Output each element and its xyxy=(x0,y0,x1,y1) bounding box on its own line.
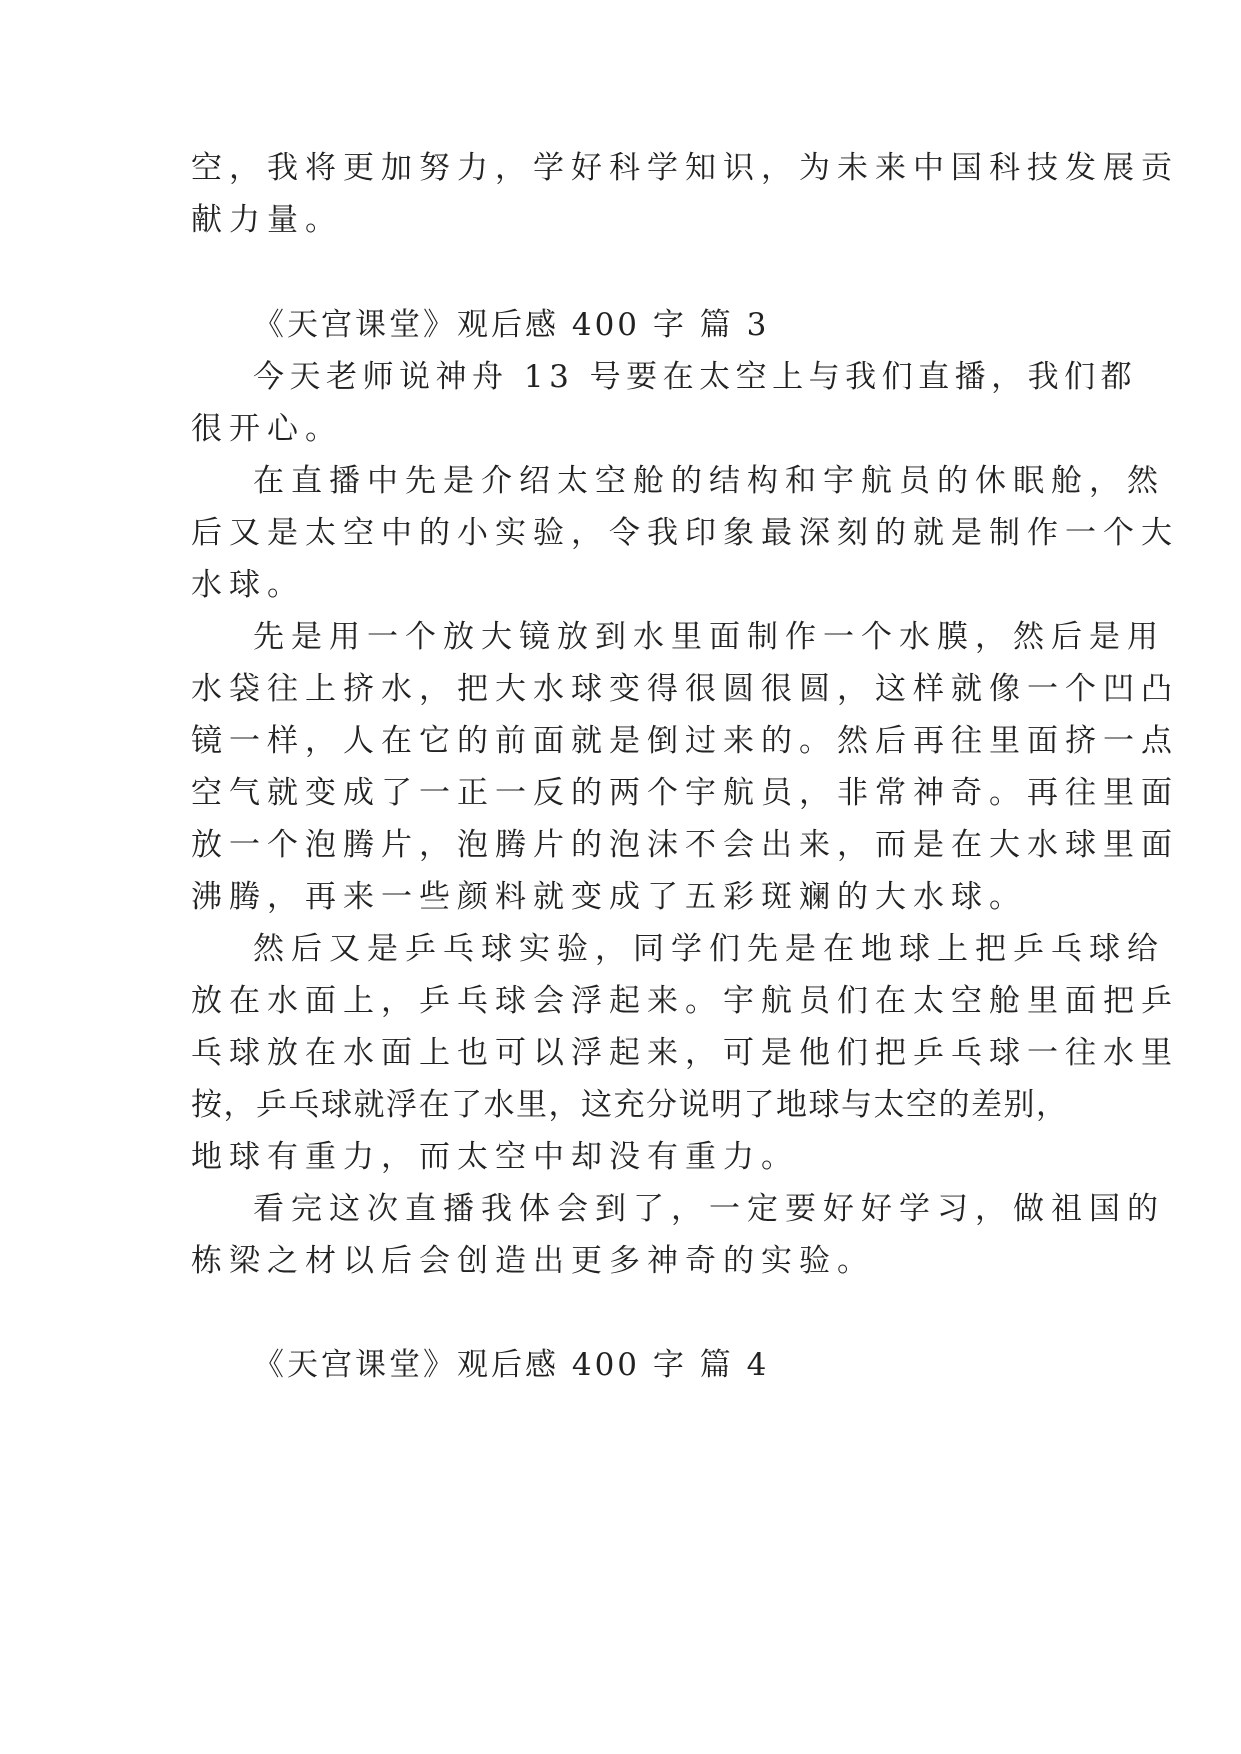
s3-p3-line-5: 放一个泡腾片，泡腾片的泡沫不会出来，而是在大水球里面 xyxy=(191,827,1179,863)
s3-p1-line-2: 很开心。 xyxy=(191,411,343,447)
intro-line-2: 献力量。 xyxy=(191,202,343,238)
section3-heading: 《天宫课堂》观后感 400 字 篇 3 xyxy=(253,307,770,343)
s3-p5-line-2: 栋梁之材以后会创造出更多神奇的实验。 xyxy=(191,1243,875,1279)
intro-line-1: 空，我将更加努力，学好科学知识，为未来中国科技发展贡 xyxy=(191,150,1179,186)
s3-p5-line-1: 看完这次直播我体会到了，一定要好好学习，做祖国的 xyxy=(253,1191,1165,1227)
s3-p4-line-1: 然后又是乒乓球实验，同学们先是在地球上把乒乓球给 xyxy=(253,931,1165,967)
s3-p4-line-2: 放在水面上，乒乓球会浮起来。宇航员们在太空舱里面把乒 xyxy=(191,983,1179,1019)
s3-p3-line-2: 水袋往上挤水，把大水球变得很圆很圆，这样就像一个凹凸 xyxy=(191,671,1179,707)
s3-p3-line-1: 先是用一个放大镜放到水里面制作一个水膜，然后是用 xyxy=(253,619,1165,655)
s3-p3-line-3: 镜一样，人在它的前面就是倒过来的。然后再往里面挤一点 xyxy=(191,723,1179,759)
s3-p4-line-3: 乓球放在水面上也可以浮起来，可是他们把乒乓球一往水里 xyxy=(191,1035,1179,1071)
s3-p1-line-1: 今天老师说神舟 13 号要在太空上与我们直播，我们都 xyxy=(253,359,1138,395)
s3-p2-line-3: 水球。 xyxy=(191,567,305,603)
s3-p4-line-5: 地球有重力，而太空中却没有重力。 xyxy=(191,1139,799,1175)
s3-p3-line-4: 空气就变成了一正一反的两个宇航员，非常神奇。再往里面 xyxy=(191,775,1179,811)
s3-p4-line-4: 按，乒乓球就浮在了水里，这充分说明了地球与太空的差别， xyxy=(191,1087,1069,1123)
s3-p2-line-1: 在直播中先是介绍太空舱的结构和宇航员的休眠舱，然 xyxy=(253,463,1165,499)
s3-p3-line-6: 沸腾，再来一些颜料就变成了五彩斑斓的大水球。 xyxy=(191,879,1027,915)
s3-p2-line-2: 后又是太空中的小实验，令我印象最深刻的就是制作一个大 xyxy=(191,515,1179,551)
section4-heading: 《天宫课堂》观后感 400 字 篇 4 xyxy=(253,1347,770,1383)
